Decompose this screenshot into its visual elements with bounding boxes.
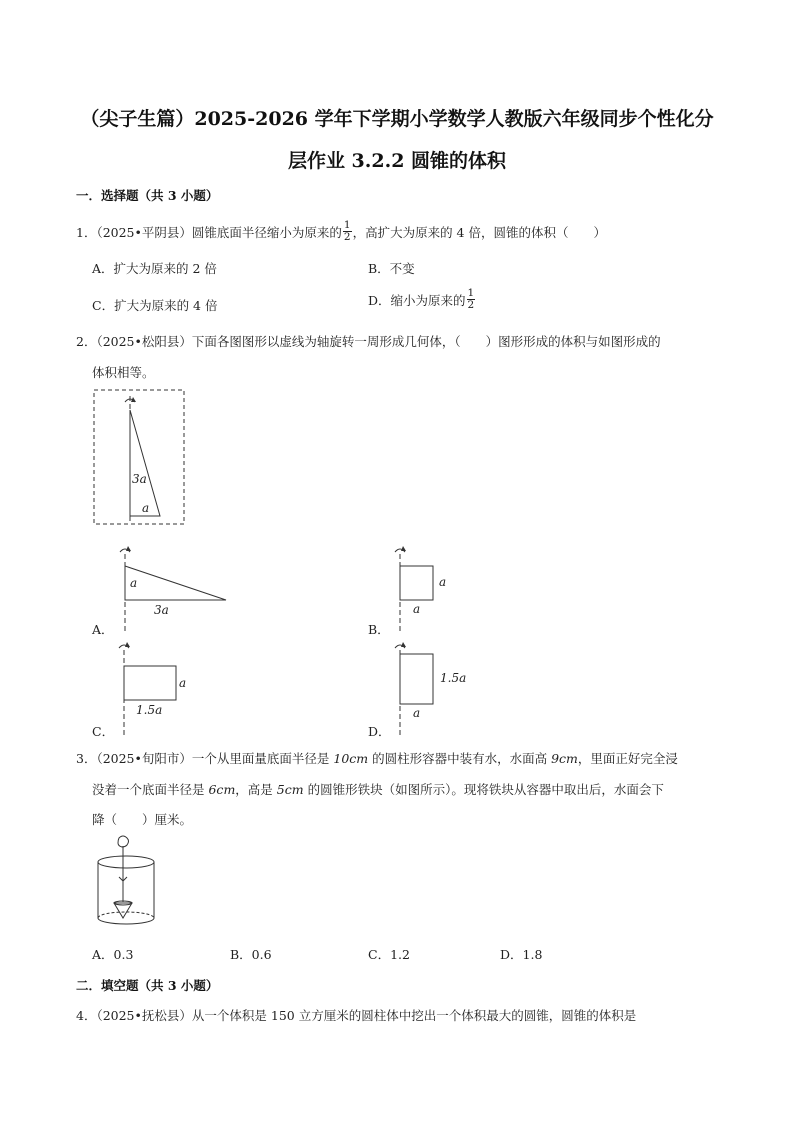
q1-text-b: ，高扩大为原来的 4 倍，圆锥的体积（ ） (352, 225, 606, 240)
q3-text-1c: ，里面正好完全浸 (577, 751, 678, 766)
tall-rectangle (400, 654, 433, 704)
q4-stem-line1: 4．（2025•抚松县）从一个体积是 150 立方厘米的圆柱体中挖出一个体积最大的圆锥，圆锥的体积是 (76, 1008, 637, 1023)
q3-option-a[interactable]: A．0.3 (92, 947, 134, 962)
section1-heading: 一．选择题（共 3 小题） (76, 188, 219, 203)
opt-b-base-label: a (413, 602, 421, 616)
q2-option-a-letter[interactable]: A． (92, 622, 114, 637)
q3-cylinder-figure (90, 834, 162, 930)
q3-stem-line2 (92, 780, 664, 798)
q2-option-d-figure[interactable] (388, 636, 478, 736)
q3-height-2: 5cm (276, 782, 304, 797)
q3-text-1b: 的圆柱形容器中装有水，水面高 (368, 751, 552, 766)
q1-text-a: 1．（2025•平阴县）圆锥底面半径缩小为原来的 (76, 225, 342, 240)
q3-text-1a: 3．（2025•旬阳市）一个从里面量底面半径是 (76, 751, 334, 766)
opt-c-height-label: a (179, 676, 187, 690)
cylinder-bottom-front (98, 918, 154, 924)
dashed-frame (94, 390, 184, 524)
rotation-arrowhead-icon (125, 642, 130, 647)
q3-option-b[interactable]: B．0.6 (230, 947, 272, 962)
q2-option-c-figure[interactable] (110, 636, 210, 736)
q2-stem-line2: 体积相等。 (92, 365, 155, 380)
rotation-arrowhead-icon (401, 642, 406, 647)
opt-a-base-label: 3a (154, 603, 169, 617)
q3-radius-1: 10cm (333, 751, 369, 766)
q1-stem (76, 219, 606, 245)
q1-frac-num: 1 (343, 219, 351, 231)
q3-stem-line1 (76, 749, 678, 767)
q1-option-d-text: D．缩小为原来的 (368, 293, 466, 308)
ref-height-label: 3a (132, 472, 147, 486)
q1-frac-den: 2 (343, 231, 351, 243)
q2-option-a-figure[interactable] (110, 540, 240, 632)
q3-option-c[interactable]: C．1.2 (368, 947, 410, 962)
rotation-arrowhead-icon (126, 546, 131, 551)
q3-option-d[interactable]: D．1.8 (500, 947, 543, 962)
doc-title-line2: 层作业 3.2.2 圆锥的体积 (287, 150, 507, 172)
q3-text-2a: 没着一个底面半径是 (92, 782, 209, 797)
q1-option-c[interactable]: C．扩大为原来的 4 倍 (92, 298, 218, 313)
q1-option-b[interactable]: B．不变 (368, 261, 415, 276)
q3-stem-line3: 降（ ）厘米。 (92, 812, 193, 827)
rectangle (124, 666, 176, 700)
square (400, 566, 433, 600)
hand-icon (118, 836, 129, 847)
q3-height-1: 9cm (551, 751, 578, 766)
q3-radius-2: 6cm (208, 782, 236, 797)
q1-option-d-den: 2 (467, 299, 475, 311)
q2-reference-figure (92, 388, 188, 528)
opt-b-height-label: a (439, 575, 447, 589)
q3-text-2c: 的圆锥形铁块（如图所示）。现将铁块从容器中取出后，水面会下 (303, 782, 664, 797)
q2-option-b-letter[interactable]: B． (368, 622, 390, 637)
opt-d-height-label: 1.5a (440, 671, 467, 685)
q2-option-c-letter[interactable]: C． (92, 724, 115, 739)
q1-option-d-num: 1 (467, 287, 475, 299)
q1-option-d[interactable] (368, 287, 476, 313)
ref-base-label: a (142, 501, 150, 515)
section2-heading: 二．填空题（共 3 小题） (76, 978, 219, 993)
q2-option-d-letter[interactable]: D． (368, 724, 391, 739)
opt-a-height-label: a (130, 576, 138, 590)
triangle (125, 566, 226, 600)
opt-c-base-label: 1.5a (136, 703, 163, 717)
q1-option-d-fraction (467, 288, 476, 311)
q1-option-a[interactable]: A．扩大为原来的 2 倍 (92, 261, 217, 276)
q1-fraction (343, 220, 352, 243)
cylinder-top (98, 856, 154, 868)
doc-title-line1: （尖子生篇）2025-2026 学年下学期小学数学人教版六年级同步个性化分 (80, 108, 714, 130)
q2-stem-line1: 2．（2025•松阳县）下面各图图形以虚线为轴旋转一周形成几何体，（ ）图形形成的体积与如图形成的 (76, 334, 661, 349)
q3-text-2b: ，高是 (235, 782, 277, 797)
q2-option-b-figure[interactable] (388, 540, 468, 632)
rotation-arrowhead-icon (401, 546, 406, 551)
opt-d-base-label: a (413, 706, 421, 720)
